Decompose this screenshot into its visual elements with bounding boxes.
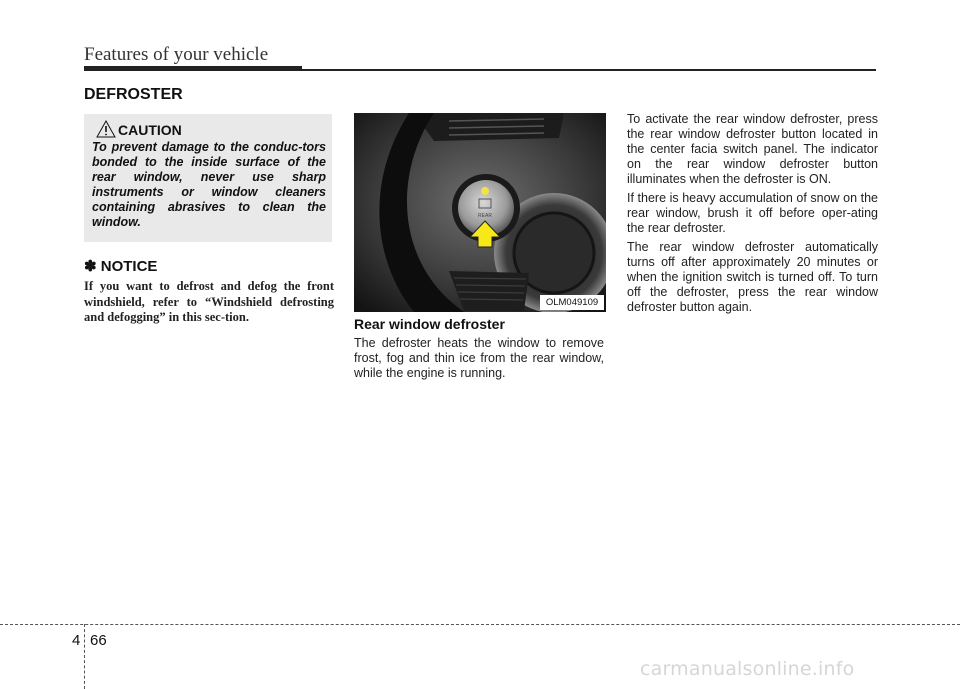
rear-button-label: REAR [478, 213, 492, 219]
rear-defroster-heading: Rear window defroster [354, 316, 505, 332]
defroster-button-photo [354, 113, 606, 312]
header-rule-thick [84, 66, 302, 71]
image-code: OLM049109 [540, 295, 604, 310]
page-number: 66 [90, 632, 107, 649]
paragraph-activate: To activate the rear window defroster, press the rear window defroster button located in the center facia switch panel. The indicator on the rear window defroster button illuminates when the defroster is ON. [627, 112, 878, 186]
notice-heading: ✽ NOTICE [84, 258, 158, 275]
rear-defroster-text: The defroster heats the window to remove frost, fog and thin ice from the rear window, while the engine is running. [354, 336, 604, 380]
paragraph-snow: If there is heavy accumulation of snow on the rear window, brush it off before oper-ating the rear defroster. [627, 191, 878, 235]
paragraph-auto-off: The rear window defroster automatically turns off after approximately 20 minutes or when the ignition switch is turned off. To turn off the defroster, press the rear window defroster button again. [627, 240, 878, 314]
caution-title: CAUTION [118, 122, 182, 138]
chapter-number: 4 [72, 632, 81, 649]
page-header-title: Features of your vehicle [84, 44, 269, 65]
header-rule-thin [302, 69, 876, 71]
footer-rule [0, 624, 960, 625]
warning-triangle-icon [96, 120, 116, 138]
watermark: carmanualsonline.info [640, 658, 855, 680]
right-column [627, 112, 878, 319]
section-heading: DEFROSTER [84, 86, 183, 103]
notice-text: If you want to defrost and defog the front windshield, refer to “Windshield defrosting and defogging” in this sec-tion. [84, 279, 334, 324]
caution-text: To prevent damage to the conduc-tors bonded to the inside surface of the rear window, never use sharp instruments or window cleaners containing abrasives to clean the window. [92, 140, 326, 229]
footer-divider [84, 624, 85, 689]
